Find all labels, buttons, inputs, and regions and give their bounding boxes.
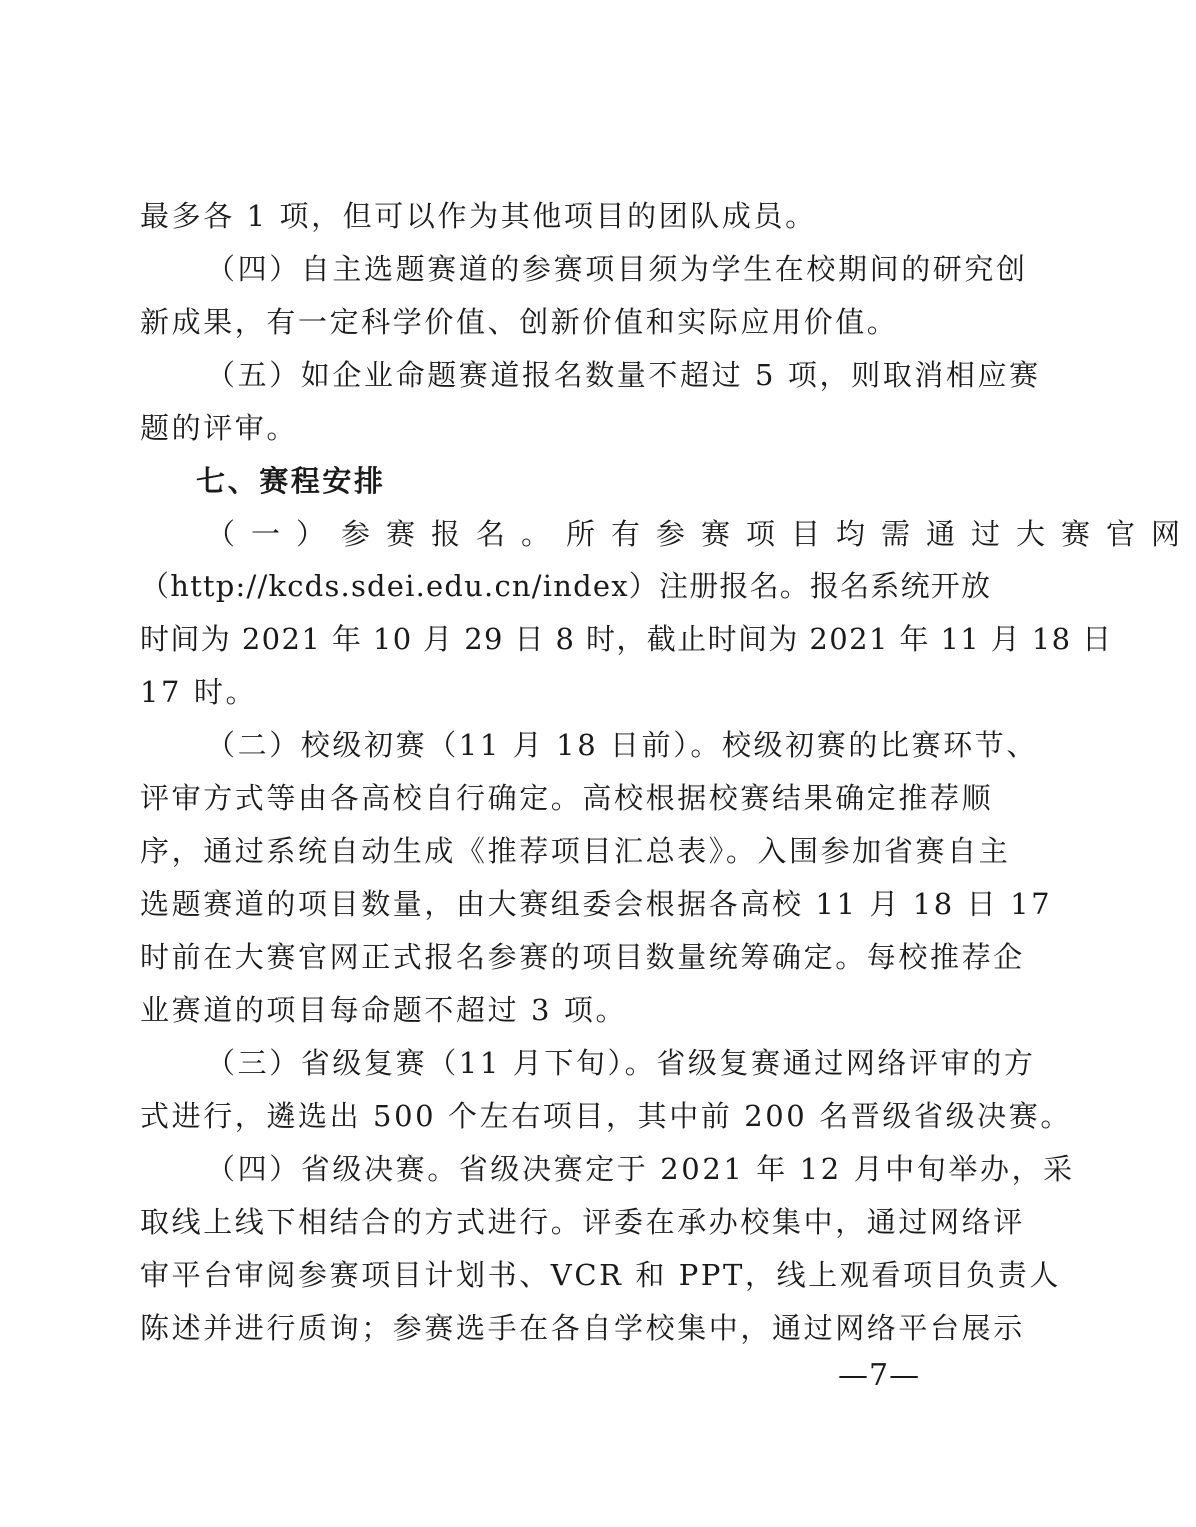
page-number: —7— (838, 1358, 921, 1393)
text-line: （三）省级复赛（11 月下旬）。省级复赛通过网络评审的方 (206, 1046, 1036, 1080)
text-line: （一）参赛报名。所有参赛项目均需通过大赛官网 (206, 517, 1196, 551)
text-line: （四）自主选题赛道的参赛项目须为学生在校期间的研究创 (206, 252, 1028, 286)
text-line: 评审方式等由各高校自行确定。高校根据校赛结果确定推荐顺 (140, 781, 994, 815)
text-line: （二）校级初赛（11 月 18 日前）。校级初赛的比赛环节、 (206, 728, 1038, 762)
text-line: 时前在大赛官网正式报名参赛的项目数量统筹确定。每校推荐企 (140, 940, 1025, 974)
text-line: 选题赛道的项目数量，由大赛组委会根据各高校 11 月 18 日 17 (140, 887, 1053, 921)
text-line: 陈述并进行质询；参赛选手在各自学校集中，通过网络平台展示 (140, 1311, 1025, 1345)
text-line: 取线上线下相结合的方式进行。评委在承办校集中，通过网络评 (140, 1205, 1025, 1239)
text-line: 最多各 1 项，但可以作为其他项目的团队成员。 (140, 199, 817, 233)
text-line: 审平台审阅参赛项目计划书、VCR 和 PPT，线上观看项目负责人 (140, 1258, 1061, 1292)
section-heading: 七、赛程安排 (196, 464, 386, 498)
text-line: （http://kcds.sdei.edu.cn/index）注册报名。报名系统开放 (140, 569, 992, 603)
text-line: 17 时。 (140, 675, 258, 709)
text-line: 新成果，有一定科学价值、创新价值和实际应用价值。 (140, 305, 899, 339)
text-line: 式进行，遴选出 500 个左右项目，其中前 200 名晋级省级决赛。 (140, 1099, 1072, 1133)
text-line: 序，通过系统自动生成《推荐项目汇总表》。入围参加省赛自主 (140, 834, 1011, 868)
text-line: （五）如企业命题赛道报名数量不超过 5 项，则取消相应赛 (206, 358, 1041, 392)
text-line: 业赛道的项目每命题不超过 3 项。 (140, 993, 628, 1027)
text-line: （四）省级决赛。省级决赛定于 2021 年 12 月中旬举办，采 (206, 1152, 1075, 1186)
text-line: 时间为 2021 年 10 月 29 日 8 时，截止时间为 2021 年 11 月 18 日 (140, 622, 1113, 656)
text-line: 题的评审。 (140, 411, 299, 445)
